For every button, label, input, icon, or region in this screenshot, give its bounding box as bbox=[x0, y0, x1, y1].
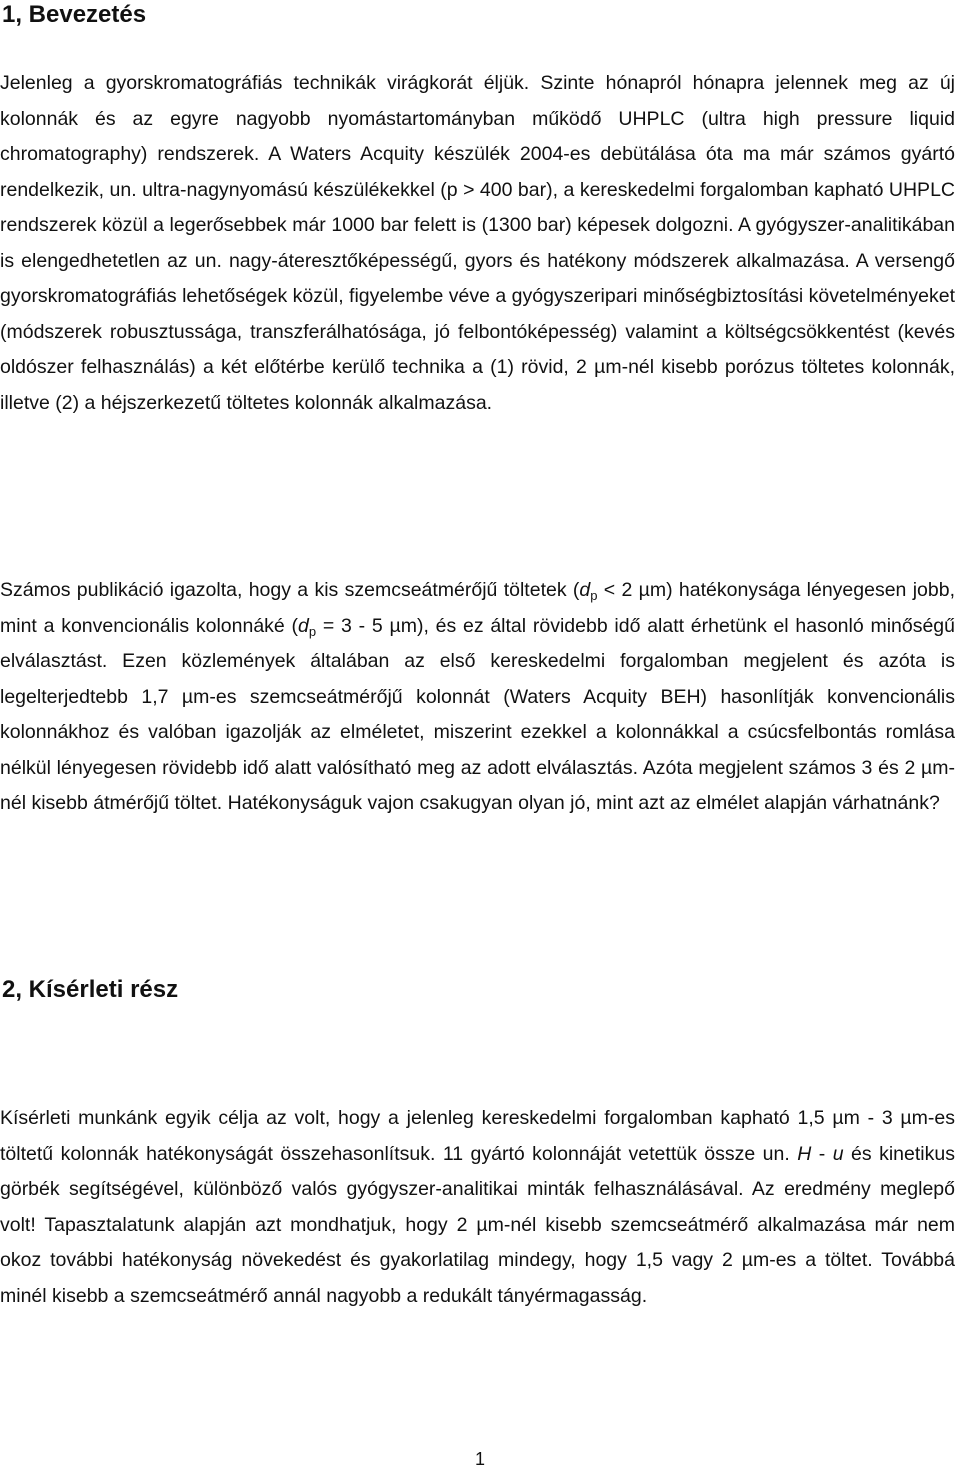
text-run: és kinetikus görbék segítségével, különböző valós gyógyszer-analitikai minták felhasználásával. Az eredmény meglepő volt! Tapasztalatunk alapján azt mondhatjuk, hogy 2 µm-nél kisebb szemcseátmérő alkalmazása már nem okoz további hatékonyság növekedést és gyakorlatilag mindegy, hogy 1,5 vagy 2 µm-es a töltet. Továbbá minél kisebb a szemcseátmérő annál nagyobb a redukált tányérmagasság. bbox=[0, 1142, 955, 1307]
paragraph-introduction: Jelenleg a gyorskromatográfiás technikák virágkorát éljük. Szinte hónapról hónapra jelennek meg az új kolonnák és az egyre nagyobb nyomástartományban működő UHPLC (ultra high pressure liquid chromatography) rendszerek. A Waters Acquity készülék 2004-es debütálása óta ma már számos gyártó rendelkezik, un. ultra-nagynyomású készülékekkel (p > 400 bar), a kereskedelmi forgalomban kapható UHPLC rendszerek közül a legerősebbek már 1000 bar felett is (1300 bar) képesek dolgozni. A gyógyszer-analitikában is elengedhetetlen az un. nagy-áteresztőképességű, gyors és hatékony módszerek alkalmazása. A versengő gyorskromatográfiás lehetőségek közül, figyelembe véve a gyógyszeripari minőségbiztosítási követelményeket (módszerek robusztussága, transzferálhatósága, jó felbontóképesség) valamint a költségcsökkentést (kevés oldószer felhasználás) a két előtérbe kerülő technika a (1) rövid, 2 µm-nél kisebb porózus töltetes kolonnák, illetve (2) a héjszerkezetű töltetes kolonnák alkalmazása. bbox=[0, 72, 955, 414]
symbol-d: d bbox=[298, 614, 309, 637]
text-run: = 3 - 5 µm), és ez által rövidebb idő alatt érhetünk el hasonló minőségű elválasztást. Ezen közlemények általában az első kereskedelmi forgalomban megjelent és azóta is legelterjedtebb 1,7 µm-es szemcseátmérőjű kolonnát (Waters Acquity BEH) hasonlítják konvencionális kolonnákhoz és valóban igazolják az elméletet, miszerint ezekkel a kolonnákkal a csúcsfelbontás romlása nélkül lényegesen rövidebb idő alatt valósítható meg az adott elválasztás. Azóta megjelent számos 3 és 2 µm-nél kisebb átmérőjű töltet. Hatékonyságuk vajon csakugyan olyan jó, mint azt az elmélet alapján várhatnánk? bbox=[0, 614, 955, 814]
subscript-p: p bbox=[308, 623, 317, 639]
paragraph-experimental bbox=[0, 1101, 955, 1314]
section-heading-experimental: 2, Kísérleti rész bbox=[2, 976, 179, 1003]
text-run: - bbox=[811, 1142, 833, 1165]
subscript-p: p bbox=[590, 588, 598, 603]
symbol-d: d bbox=[579, 579, 591, 601]
page-number: 1 bbox=[474, 1449, 485, 1469]
section-heading-introduction: 1, Bevezetés bbox=[2, 1, 147, 28]
text-run: < 2 µm) hatékonysága lényegesen jobb, mint a konvencionális kolonnáké ( bbox=[0, 579, 955, 637]
paragraph-publications bbox=[0, 573, 955, 822]
text-run: Számos publikáció igazolta, hogy a kis szemcseátmérőjű töltetek ( bbox=[0, 579, 580, 601]
text-run: Kísérleti munkánk egyik célja az volt, hogy a jelenleg kereskedelmi forgalomban kapható 1,5 µm - 3 µm-es töltetű kolonnák hatékonyságát összehasonlítsuk. 11 gyártó kolonnáját vetettük össze un. bbox=[0, 1107, 955, 1165]
symbol-h: H bbox=[797, 1142, 812, 1165]
symbol-u: u bbox=[832, 1142, 844, 1165]
